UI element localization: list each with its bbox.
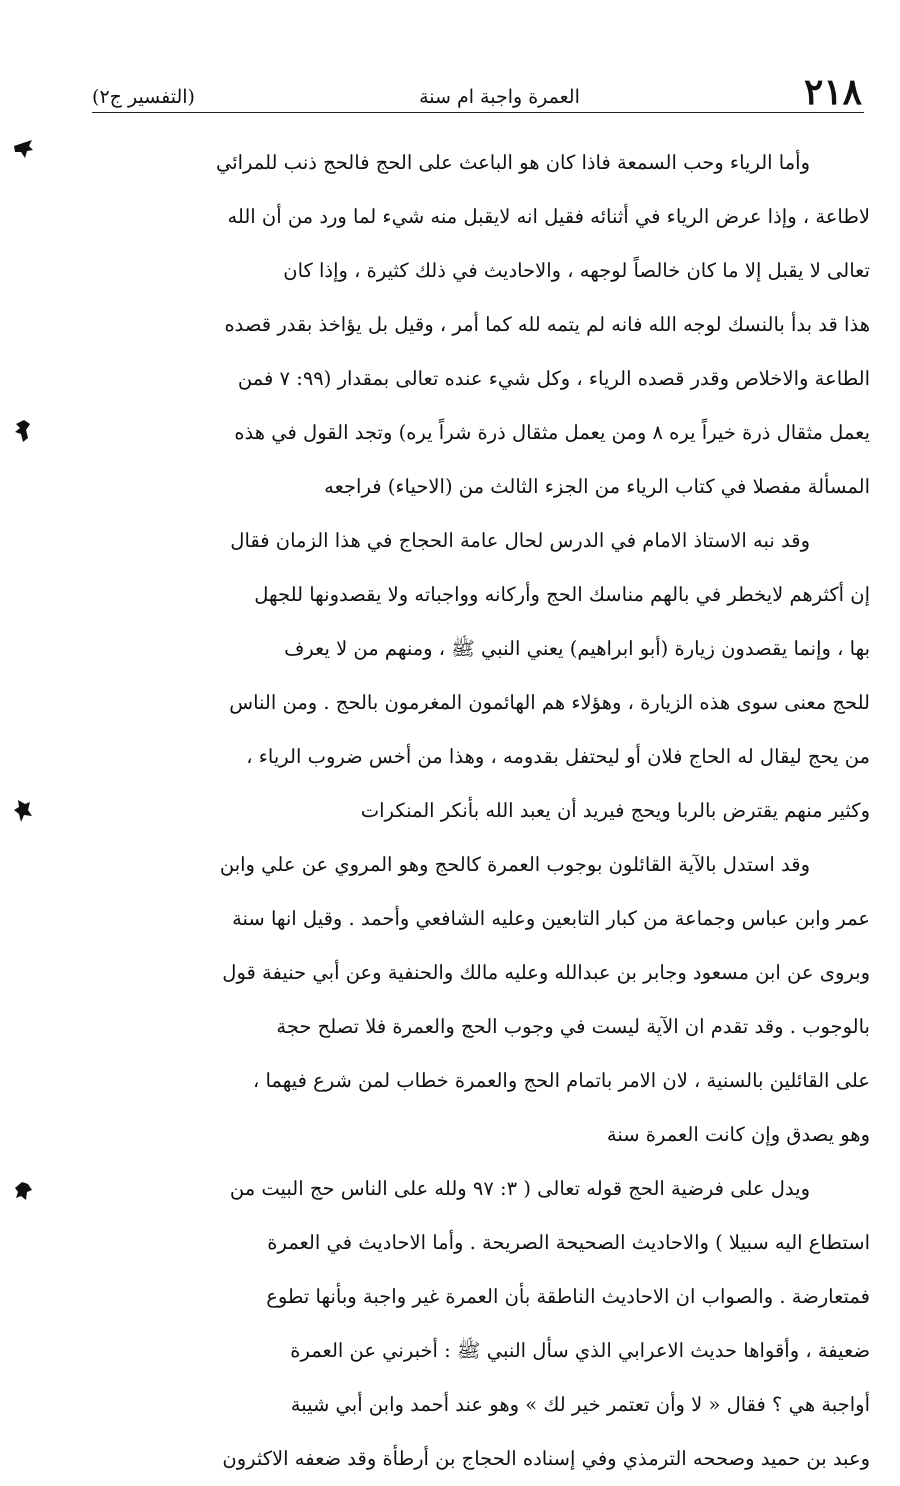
text-line: هذا قد بدأ بالنسك لوجه الله فانه لم يتمه لله كما أمر ، وقيل بل يؤاخذ بقدر قصده xyxy=(224,313,870,336)
page-number: ٢١٨ xyxy=(803,71,862,113)
paragraph xyxy=(76,136,870,514)
text-line: وعبد بن حميد وصححه الترمذي وفي إسناده الحجاج بن أرطأة وقد ضعفه الاكثرون xyxy=(222,1447,870,1470)
paragraph xyxy=(76,514,870,838)
text-line: وقد نبه الاستاذ الامام في الدرس لحال عامة الحجاج في هذا الزمان فقال xyxy=(230,529,810,552)
text-line: وهو يصدق وإن كانت العمرة سنة xyxy=(606,1123,870,1146)
margin-hand-mark xyxy=(12,1178,34,1204)
text-line: على القائلين بالسنية ، لان الامر باتمام الحج والعمرة خطاب لمن شرع فيهما ، xyxy=(252,1069,870,1092)
margin-hand-mark xyxy=(12,138,34,164)
text-line: وقد استدل بالآية القائلون بوجوب العمرة كالحج وهو المروي عن علي وابن xyxy=(219,853,810,876)
body-text xyxy=(76,136,870,1486)
page-header xyxy=(92,66,862,112)
paragraph xyxy=(76,838,870,1162)
text-line: للحج معنى سوى هذه الزيارة ، وهؤلاء هم الهائمون المغرمون بالحج . ومن الناس xyxy=(229,691,870,714)
margin-hand-mark xyxy=(12,418,34,444)
text-line: الطاعة والاخلاص وقدر قصده الرياء ، وكل شيء عنده تعالى بمقدار (٩٩: ٧ فمن xyxy=(237,367,870,390)
running-title: العمرة واجبة ام سنة xyxy=(419,86,580,108)
text-line: وأما الرياء وحب السمعة فاذا كان هو الباعث على الحج فالحج ذنب للمرائي xyxy=(215,151,810,174)
text-line: وكثير منهم يقترض بالربا ويحج فيريد أن يعبد الله بأنكر المنكرات xyxy=(360,799,870,822)
text-line: يعمل مثقال ذرة خيراً يره ٨ ومن يعمل مثقال ذرة شراً يره) وتجد القول في هذه xyxy=(234,421,870,444)
text-line: أواجبة هي ؟ فقال « لا وأن تعتمر خير لك » وهو عند أحمد وابن أبي شيبة xyxy=(290,1393,870,1416)
text-line: ويدل على فرضية الحج قوله تعالى ( ٣: ٩٧ ولله على الناس حج البيت من xyxy=(229,1177,810,1200)
margin-hand-mark xyxy=(12,798,34,824)
text-line: بها ، وإنما يقصدون زيارة (أبو ابراهيم) يعني النبي ﷺ ، ومنهم من لا يعرف xyxy=(284,637,870,660)
text-line: بالوجوب . وقد تقدم ان الآية ليست في وجوب الحج والعمرة فلا تصلح حجة xyxy=(276,1015,870,1038)
text-line: فمتعارضة . والصواب ان الاحاديث الناطقة بأن العمرة غير واجبة وبأنها تطوع xyxy=(266,1285,870,1308)
text-line: وبروى عن ابن مسعود وجابر بن عبدالله وعليه مالك والحنفية وعن أبي حنيفة قول xyxy=(222,961,870,984)
text-line: عمر وابن عباس وجماعة من كبار التابعين وعليه الشافعي وأحمد . وقيل انها سنة xyxy=(232,907,870,930)
text-line: استطاع اليه سبيلا ) والاحاديث الصحيحة الصريحة . وأما الاحاديث في العمرة xyxy=(267,1231,870,1254)
text-line: لاطاعة ، وإذا عرض الرياء في أثنائه فقيل انه لايقبل منه شيء لما ورد من أن الله xyxy=(227,205,870,228)
text-line: من يحج ليقال له الحاج فلان أو ليحتفل بقدومه ، وهذا من أخس ضروب الرياء ، xyxy=(246,745,870,768)
text-line: تعالى لا يقبل إلا ما كان خالصاً لوجهه ، والاحاديث في ذلك كثيرة ، وإذا كان xyxy=(283,259,870,282)
text-line: ضعيفة ، وأقواها حديث الاعرابي الذي سأل النبي ﷺ : أخبرني عن العمرة xyxy=(290,1339,870,1362)
text-line: المسألة مفصلا في كتاب الرياء من الجزء الثالث من (الاحياء) فراجعه xyxy=(324,475,870,498)
header-divider xyxy=(92,112,864,113)
text-line: إن أكثرهم لايخطر في بالهم مناسك الحج وأركانه وواجباته ولا يقصدونها للجهل xyxy=(254,583,870,606)
paragraph xyxy=(76,1162,870,1486)
book-title: (التفسير ج٢) xyxy=(92,86,195,108)
